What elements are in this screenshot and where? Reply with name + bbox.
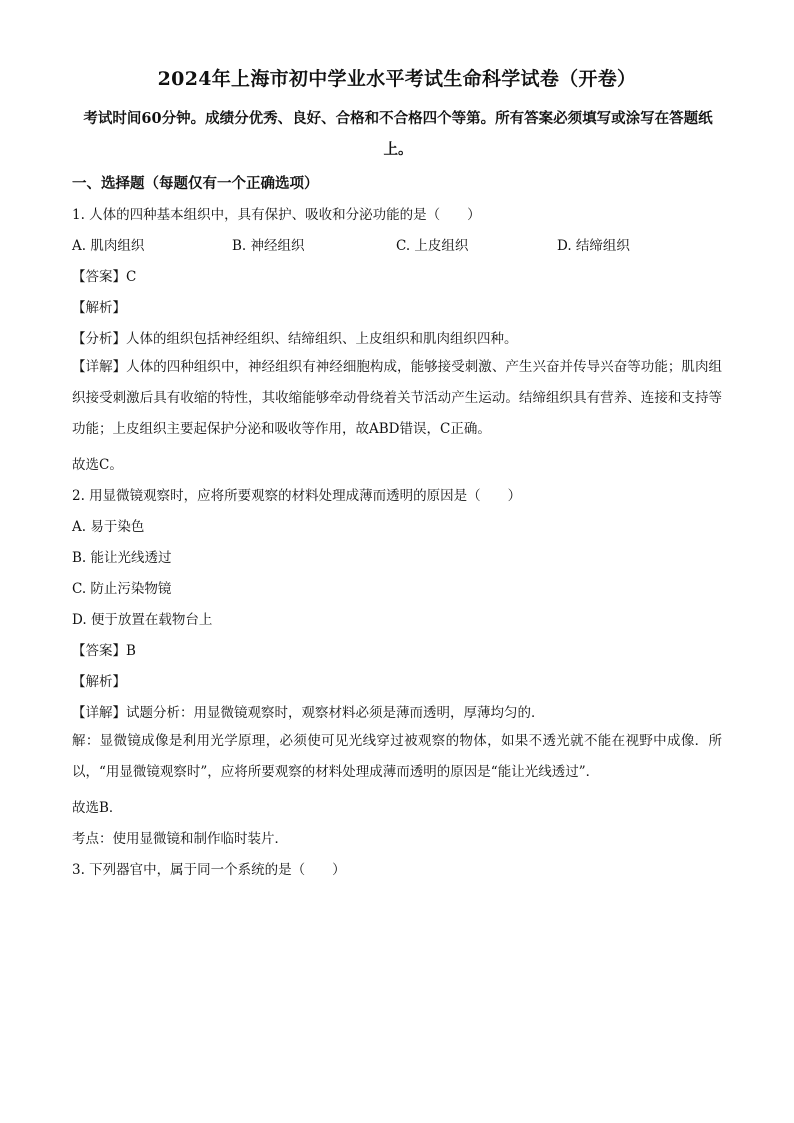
q2-option-d: D. 便于放置在载物台上 (72, 612, 213, 628)
q2-analysis-label: 【解析】 (72, 674, 126, 690)
q2-detail-text: 【详解】试题分析：用显微镜观察时，观察材料必须是薄而透明，厚薄均匀的． (72, 705, 545, 721)
exam-instructions: 考试时间60分钟。成绩分优秀、良好、合格和不合格四个等第。所有答案必须填写或涂写在答题纸上。 (83, 110, 713, 158)
q1-answer: 【答案】C (72, 269, 137, 285)
section-heading: 一、选择题（每题仅有一个正确选项） (72, 175, 319, 192)
question-1-stem: 1. 人体的四种基本组织中，具有保护、吸收和分泌功能的是（ ） (72, 207, 481, 223)
q2-solution-text: 解：显微镜成像是利用光学原理，必须使可见光线穿过被观察的物体，如果不透光就不能在视野中成像．所以，“用显微镜观察时”，应将所要观察的材料处理成薄而透明的原因是“能让光线透过”． (72, 733, 722, 780)
q2-exam-point: 考点：使用显微镜和制作临时装片． (72, 831, 288, 847)
q1-option-b: B. 神经组织 (232, 238, 305, 254)
q2-option-c: C. 防止污染物镜 (72, 581, 172, 597)
page-title: 2024年上海市初中学业水平考试生命科学试卷（开卷） (157, 68, 637, 90)
q2-option-b: B. 能让光线透过 (72, 550, 172, 566)
q1-option-c: C. 上皮组织 (396, 238, 469, 254)
q1-option-d: D. 结缔组织 (557, 238, 630, 254)
q1-analysis-text: 【分析】人体的组织包括神经组织、结缔组织、上皮组织和肌肉组织四种。 (72, 331, 518, 347)
question-3-stem: 3. 下列器官中，属于同一个系统的是（ ） (72, 862, 346, 878)
q2-conclusion: 故选B． (72, 800, 123, 816)
q1-option-a: A. 肌肉组织 (72, 238, 145, 254)
question-2-stem: 2. 用显微镜观察时，应将所要观察的材料处理成薄而透明的原因是（ ） (72, 488, 522, 504)
q1-analysis-label: 【解析】 (72, 300, 126, 316)
q1-detail-text: 【详解】人体的四种组织中，神经组织有神经细胞构成，能够接受刺激、产生兴奋并传导兴奋等功能；肌肉组织接受刺激后具有收缩的特性，其收缩能够牵动骨绕着关节活动产生运动。结缔组织具有营养、连接和支持等功能；上皮组织主要起保护分泌和吸收等作用，故ABD错误，C正确。 (72, 359, 722, 437)
q2-answer: 【答案】B (72, 643, 136, 659)
q2-option-a: A. 易于染色 (72, 519, 145, 535)
q1-conclusion: 故选C。 (72, 457, 123, 473)
